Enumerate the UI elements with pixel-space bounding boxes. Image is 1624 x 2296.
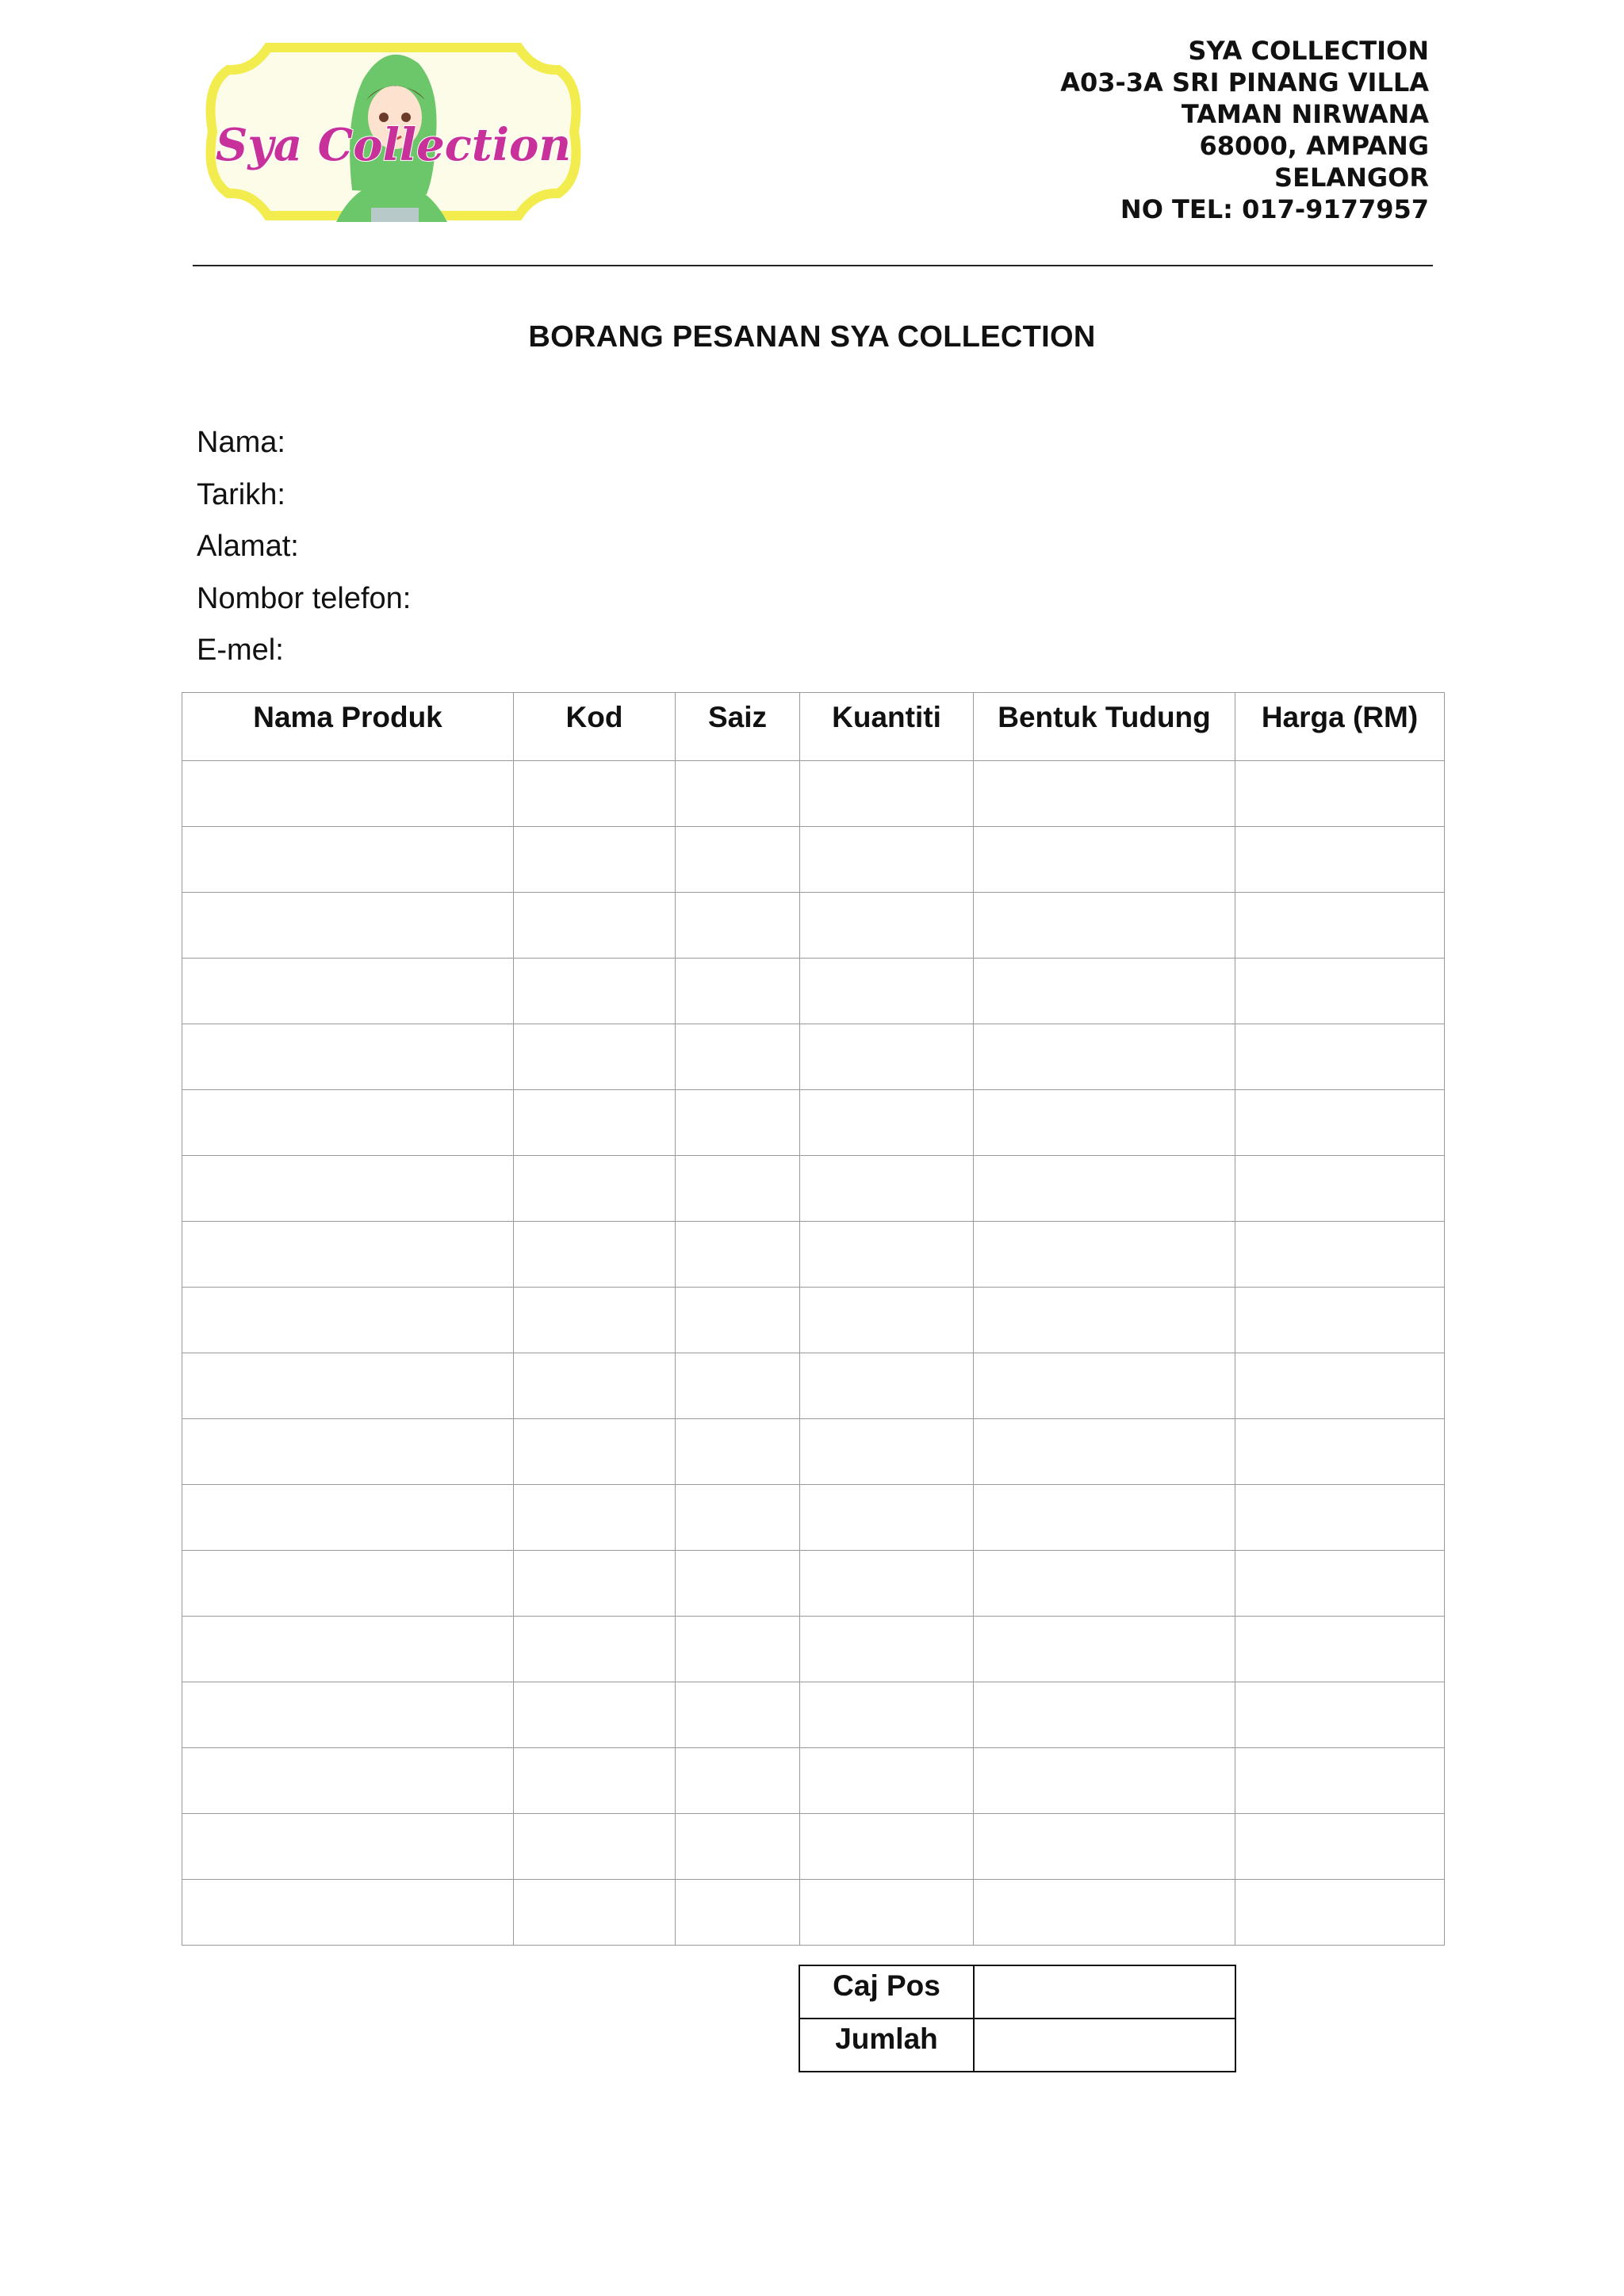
table-cell[interactable] xyxy=(974,959,1235,1024)
table-cell[interactable] xyxy=(514,1880,676,1946)
table-cell[interactable] xyxy=(800,827,974,893)
table-row xyxy=(182,1682,1445,1748)
table-row xyxy=(182,959,1445,1024)
table-cell[interactable] xyxy=(514,893,676,959)
table-cell[interactable] xyxy=(1235,959,1445,1024)
table-cell[interactable] xyxy=(800,1222,974,1288)
table-cell[interactable] xyxy=(676,1551,800,1617)
table-cell[interactable] xyxy=(514,1551,676,1617)
table-cell[interactable] xyxy=(974,1222,1235,1288)
table-cell[interactable] xyxy=(974,1353,1235,1419)
field-label-alamat[interactable]: Alamat: xyxy=(197,530,299,563)
customer-fields xyxy=(197,425,411,685)
table-cell[interactable] xyxy=(974,1880,1235,1946)
table-cell[interactable] xyxy=(514,1353,676,1419)
table-cell[interactable] xyxy=(974,1485,1235,1551)
table-cell[interactable] xyxy=(974,1156,1235,1222)
table-cell[interactable] xyxy=(514,959,676,1024)
table-cell[interactable] xyxy=(1235,827,1445,893)
table-cell[interactable] xyxy=(800,761,974,827)
table-cell[interactable] xyxy=(800,1419,974,1485)
table-cell[interactable] xyxy=(514,1682,676,1748)
table-cell[interactable] xyxy=(1235,1814,1445,1880)
table-cell[interactable] xyxy=(1235,1880,1445,1946)
table-cell[interactable] xyxy=(800,1353,974,1419)
table-cell[interactable] xyxy=(182,893,514,959)
table-cell[interactable] xyxy=(974,761,1235,827)
table-row xyxy=(182,1222,1445,1288)
address-line: 68000, AMPANG xyxy=(1199,131,1429,161)
table-cell[interactable] xyxy=(800,1024,974,1090)
table-cell[interactable] xyxy=(974,1617,1235,1682)
table-cell[interactable] xyxy=(514,761,676,827)
summary-value-caj-pos[interactable] xyxy=(974,1965,1235,2019)
table-cell[interactable] xyxy=(1235,1090,1445,1156)
col-header-bentuk-tudung: Bentuk Tudung xyxy=(974,693,1235,761)
table-cell[interactable] xyxy=(676,1222,800,1288)
table-cell[interactable] xyxy=(1235,1024,1445,1090)
table-cell[interactable] xyxy=(514,1090,676,1156)
header-divider xyxy=(193,265,1433,266)
table-cell[interactable] xyxy=(514,1419,676,1485)
address-line: A03-3A SRI PINANG VILLA xyxy=(1060,67,1429,98)
table-cell[interactable] xyxy=(676,761,800,827)
table-cell[interactable] xyxy=(676,1090,800,1156)
order-table-body xyxy=(182,761,1445,1946)
sya-collection-logo xyxy=(197,24,590,239)
table-cell[interactable] xyxy=(800,1288,974,1353)
table-cell[interactable] xyxy=(514,1814,676,1880)
table-cell[interactable] xyxy=(182,761,514,827)
table-cell[interactable] xyxy=(974,1814,1235,1880)
table-cell[interactable] xyxy=(182,1880,514,1946)
table-cell[interactable] xyxy=(676,1682,800,1748)
table-row xyxy=(182,1814,1445,1880)
table-cell[interactable] xyxy=(676,1814,800,1880)
table-cell[interactable] xyxy=(182,1485,514,1551)
table-cell[interactable] xyxy=(800,1551,974,1617)
field-label-tarikh[interactable]: Tarikh: xyxy=(197,477,285,511)
table-cell[interactable] xyxy=(1235,1617,1445,1682)
table-cell[interactable] xyxy=(800,1617,974,1682)
summary-table xyxy=(799,1965,1236,2072)
table-cell[interactable] xyxy=(974,1682,1235,1748)
table-cell[interactable] xyxy=(182,1748,514,1814)
table-cell[interactable] xyxy=(1235,1288,1445,1353)
table-cell[interactable] xyxy=(182,1617,514,1682)
table-cell[interactable] xyxy=(800,959,974,1024)
order-table xyxy=(182,692,1445,1946)
table-cell[interactable] xyxy=(974,1024,1235,1090)
table-cell[interactable] xyxy=(974,1419,1235,1485)
table-cell[interactable] xyxy=(1235,1485,1445,1551)
table-cell[interactable] xyxy=(676,1353,800,1419)
table-cell[interactable] xyxy=(676,1485,800,1551)
table-cell[interactable] xyxy=(182,1682,514,1748)
table-row xyxy=(182,1880,1445,1946)
table-cell[interactable] xyxy=(676,893,800,959)
table-cell[interactable] xyxy=(676,1617,800,1682)
table-cell[interactable] xyxy=(974,1288,1235,1353)
table-cell[interactable] xyxy=(182,827,514,893)
address-line: SELANGOR xyxy=(1274,163,1429,193)
field-label-emel[interactable]: E-mel: xyxy=(197,633,284,667)
col-header-kuantiti: Kuantiti xyxy=(800,693,974,761)
logo-wordmark: Sya Collection xyxy=(215,119,572,171)
col-header-saiz: Saiz xyxy=(676,693,800,761)
table-cell[interactable] xyxy=(514,1156,676,1222)
table-cell[interactable] xyxy=(514,1288,676,1353)
table-cell[interactable] xyxy=(974,893,1235,959)
table-cell[interactable] xyxy=(514,1024,676,1090)
table-cell[interactable] xyxy=(1235,1353,1445,1419)
table-cell[interactable] xyxy=(800,1090,974,1156)
table-cell[interactable] xyxy=(1235,1156,1445,1222)
form-title: BORANG PESANAN SYA COLLECTION xyxy=(528,320,1096,354)
address-line: TAMAN NIRWANA xyxy=(1181,99,1429,129)
table-header-row xyxy=(182,693,1445,761)
table-row xyxy=(182,1024,1445,1090)
table-cell[interactable] xyxy=(1235,1419,1445,1485)
table-cell[interactable] xyxy=(1235,1682,1445,1748)
summary-label-caj-pos: Caj Pos xyxy=(799,1965,974,2019)
table-row xyxy=(182,1485,1445,1551)
table-cell[interactable] xyxy=(1235,1222,1445,1288)
table-cell[interactable] xyxy=(676,1156,800,1222)
table-row xyxy=(182,1156,1445,1222)
table-row xyxy=(182,1748,1445,1814)
table-cell[interactable] xyxy=(514,1617,676,1682)
address-line: SYA COLLECTION xyxy=(1188,36,1429,66)
table-cell[interactable] xyxy=(182,1419,514,1485)
table-cell[interactable] xyxy=(800,1682,974,1748)
table-cell[interactable] xyxy=(676,1024,800,1090)
summary-row-jumlah xyxy=(799,2019,1235,2072)
table-row xyxy=(182,1288,1445,1353)
table-cell[interactable] xyxy=(514,827,676,893)
table-cell[interactable] xyxy=(676,1288,800,1353)
table-cell[interactable] xyxy=(800,1880,974,1946)
table-cell[interactable] xyxy=(1235,761,1445,827)
table-cell[interactable] xyxy=(514,1222,676,1288)
table-cell[interactable] xyxy=(676,1748,800,1814)
col-header-kod: Kod xyxy=(514,693,676,761)
table-row xyxy=(182,893,1445,959)
company-address xyxy=(1060,35,1429,225)
table-row xyxy=(182,827,1445,893)
table-cell[interactable] xyxy=(182,1288,514,1353)
table-cell[interactable] xyxy=(182,1090,514,1156)
table-cell[interactable] xyxy=(800,1748,974,1814)
table-cell[interactable] xyxy=(800,1814,974,1880)
table-cell[interactable] xyxy=(514,1485,676,1551)
table-cell[interactable] xyxy=(1235,893,1445,959)
table-cell[interactable] xyxy=(974,1090,1235,1156)
table-row xyxy=(182,1090,1445,1156)
table-row xyxy=(182,1353,1445,1419)
col-header-nama-produk: Nama Produk xyxy=(182,693,514,761)
table-cell[interactable] xyxy=(514,1748,676,1814)
table-cell[interactable] xyxy=(182,1222,514,1288)
address-line: NO TEL: 017-9177957 xyxy=(1120,194,1429,224)
table-row xyxy=(182,1419,1445,1485)
table-cell[interactable] xyxy=(1235,1551,1445,1617)
col-header-harga: Harga (RM) xyxy=(1235,693,1445,761)
table-cell[interactable] xyxy=(182,1353,514,1419)
table-cell[interactable] xyxy=(182,1156,514,1222)
table-cell[interactable] xyxy=(800,1485,974,1551)
summary-value-jumlah[interactable] xyxy=(974,2019,1235,2072)
table-cell[interactable] xyxy=(676,959,800,1024)
table-cell[interactable] xyxy=(182,1551,514,1617)
table-cell[interactable] xyxy=(800,893,974,959)
table-cell[interactable] xyxy=(974,1551,1235,1617)
field-label-telefon[interactable]: Nombor telefon: xyxy=(197,581,412,615)
table-row xyxy=(182,1617,1445,1682)
table-cell[interactable] xyxy=(800,1156,974,1222)
table-cell[interactable] xyxy=(676,827,800,893)
table-cell[interactable] xyxy=(676,1880,800,1946)
table-row xyxy=(182,761,1445,827)
summary-label-jumlah: Jumlah xyxy=(799,2019,974,2072)
table-row xyxy=(182,1551,1445,1617)
summary-row-caj-pos xyxy=(799,1965,1235,2019)
table-cell[interactable] xyxy=(182,1814,514,1880)
table-cell[interactable] xyxy=(974,827,1235,893)
table-cell[interactable] xyxy=(182,1024,514,1090)
table-cell[interactable] xyxy=(1235,1748,1445,1814)
field-label-nama[interactable]: Nama: xyxy=(197,426,285,459)
table-cell[interactable] xyxy=(182,959,514,1024)
table-cell[interactable] xyxy=(676,1419,800,1485)
table-cell[interactable] xyxy=(974,1748,1235,1814)
